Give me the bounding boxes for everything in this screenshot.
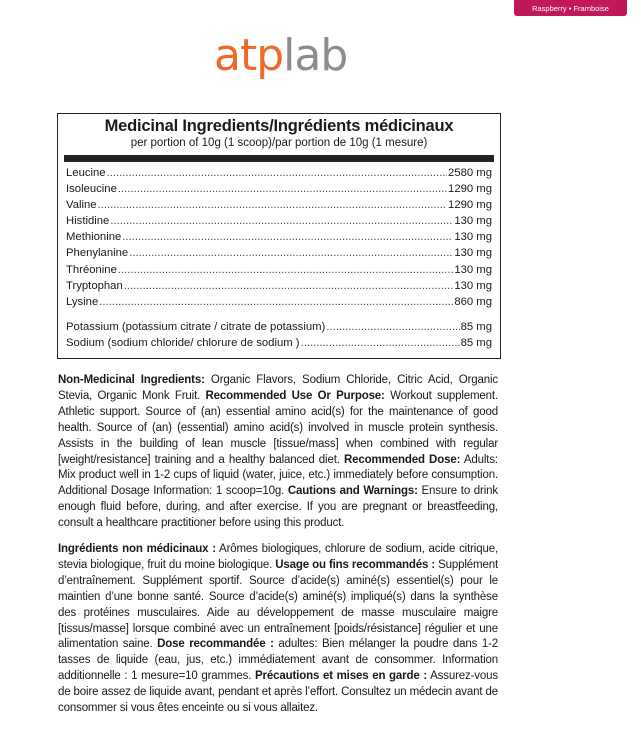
nmi-text-en: Organic Flavors, Sodium Chloride, Citric Acid, Organic Stevia, Organic Monk Fruit. bbox=[58, 374, 498, 402]
ingredient-name: Tryptophan bbox=[66, 279, 123, 292]
nmi-label-fr: Ingrédients non médicinaux : bbox=[58, 543, 216, 555]
ingredient-amount: 2580 mg bbox=[448, 167, 492, 179]
ingredient-name: Leucine bbox=[66, 167, 106, 179]
ingredient-name: Isoleucine bbox=[66, 183, 117, 196]
ingredient-name: Thréonine bbox=[66, 263, 117, 276]
dose-text-fr: adultes: Bien mélanger la poudre dans 1-2 tasses de liquide (eau, jus, etc.) immédiatement avant de consommer. Information additionnelle : 1 mesure=10 grammes. bbox=[58, 638, 499, 683]
leader-dots bbox=[129, 245, 453, 261]
ingredient-row bbox=[66, 213, 492, 229]
ingredient-row bbox=[66, 165, 492, 181]
leader-dots bbox=[98, 197, 447, 213]
leader-dots bbox=[301, 335, 460, 351]
use-label-en: Recommended Use Or Purpose: bbox=[205, 389, 385, 402]
ingredient-amount: 130 mg bbox=[454, 247, 492, 260]
ingredient-amount: 85 mg bbox=[460, 320, 492, 333]
ingredient-amount: 85 mg bbox=[460, 336, 492, 349]
ingredient-list bbox=[66, 165, 492, 351]
ingredient-name: Sodium (sodium chloride/ chlorure de sodium ) bbox=[66, 336, 300, 349]
english-info-block bbox=[58, 373, 498, 532]
ingredient-row bbox=[66, 294, 492, 310]
ingredient-name: Methionine bbox=[66, 231, 122, 244]
leader-dots bbox=[107, 165, 447, 181]
caution-text-fr: Assurez-vous de boire assez de liquide avant, pendant et après l’effort. Consultez un médecin avant de consommer si vous êtes enceinte ou si vous allaitez. bbox=[58, 670, 498, 715]
ingredient-amount: 130 mg bbox=[454, 263, 492, 276]
ingredient-name: Potassium (potassium citrate / citrate de potassium) bbox=[66, 320, 326, 333]
nmi-label-en: Non-Medicinal Ingredients: bbox=[58, 374, 205, 386]
leader-dots bbox=[110, 213, 453, 229]
use-text-fr: Supplément d’entraînement. Supplément sportif. Source d’acide(s) aminé(s) essentiel(s) pour le maintien d’une bonne santé. Source d’acide(s) aminé(s) impliqué(s) dans la synthèse des protéines musculaires. Aide au développement de masse musculaire maigre [tissus/masse] lorsque combiné avec un entraînement [poids/résistance] régulier et une alimentation saine. bbox=[58, 558, 498, 651]
ingredient-row bbox=[66, 262, 492, 278]
leader-dots bbox=[122, 229, 453, 245]
medicinal-ingredients-panel bbox=[57, 113, 501, 359]
ingredient-row bbox=[66, 245, 492, 261]
ingredient-row bbox=[66, 229, 492, 245]
ingredient-amount: 130 mg bbox=[454, 279, 492, 292]
leader-dots bbox=[124, 278, 454, 294]
french-info-block bbox=[58, 542, 498, 717]
ingredient-row bbox=[66, 181, 492, 197]
ingredient-name: Histidine bbox=[66, 215, 110, 228]
dose-label-fr: Dose recommandée : bbox=[157, 638, 274, 651]
ingredient-row bbox=[66, 197, 492, 213]
facts-divider-bar bbox=[64, 155, 494, 162]
ingredient-amount: 1290 mg bbox=[448, 199, 492, 212]
use-label-fr: Usage ou fins recommandés : bbox=[275, 558, 436, 571]
flavor-badge: Raspberry • Framboise bbox=[514, 0, 627, 16]
nmi-text-fr: Arômes biologiques, chlorure de sodium, acide citrique, stevia biologique, fruit du moine biologique. bbox=[58, 543, 498, 571]
ingredient-amount: 130 mg bbox=[454, 215, 492, 228]
leader-dots bbox=[118, 181, 447, 197]
facts-subtitle: per portion of 10g (1 scoop)/par portion de 10g (1 mesure) bbox=[130, 137, 428, 149]
ingredient-row bbox=[66, 335, 492, 351]
caution-label-fr: Précautions et mises en garde : bbox=[255, 670, 428, 683]
leader-dots bbox=[326, 319, 459, 335]
caution-label-en: Cautions and Warnings: bbox=[287, 485, 418, 498]
ingredient-row bbox=[66, 278, 492, 294]
dose-text-en: Adults: Mix product well in 1-2 cups of liquid (water, juice, etc.) immediately before consumption. Additional Dosage Information: 1 scoop=10g. bbox=[58, 453, 498, 498]
ingredient-row bbox=[66, 319, 492, 335]
ingredient-amount: 130 mg bbox=[454, 231, 492, 244]
ingredient-name: Phenylanine bbox=[66, 247, 129, 260]
ingredient-amount: 860 mg bbox=[454, 295, 492, 308]
ingredient-amount: 1290 mg bbox=[448, 183, 492, 196]
use-text-en: Workout supplement. Athletic support. Source of (an) essential amino acid(s) for the maintenance of good health. Source of (an) (essential) amino acid(s) involved in muscle protein synthesis. Assists in the building of lean muscle [tissue/mass] when combined with regular [weight/resistance] training and a healthy balanced diet. bbox=[58, 389, 498, 466]
section-spacer bbox=[66, 310, 492, 319]
leader-dots bbox=[99, 294, 453, 310]
facts-title: Medicinal Ingredients/Ingrédients médicinaux bbox=[104, 117, 454, 135]
ingredient-name: Valine bbox=[66, 199, 97, 212]
leader-dots bbox=[118, 262, 453, 278]
caution-text-en: Ensure to drink enough fluid before, during, and after exercise. If you are pregnant or breastfeeding, consult a healthcare practitioner before using this product. bbox=[58, 485, 498, 530]
ingredient-name: Lysine bbox=[66, 295, 99, 308]
brand-logo: atplab bbox=[214, 30, 348, 81]
dose-label-en: Recommended Dose: bbox=[344, 453, 461, 466]
